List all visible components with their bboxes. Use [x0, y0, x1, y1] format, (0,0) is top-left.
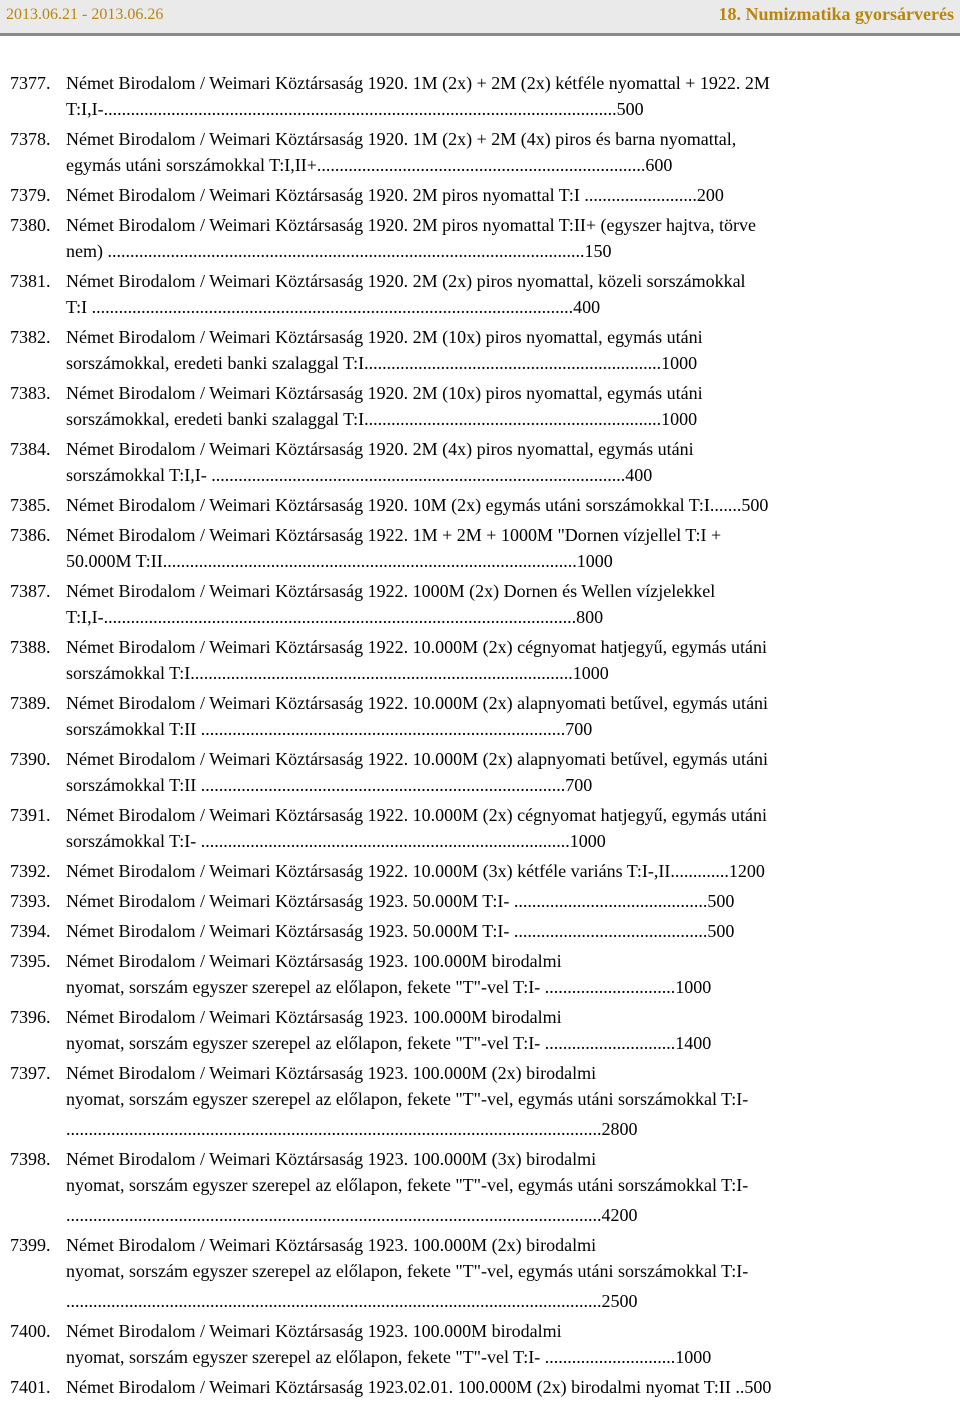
lot-description: Német Birodalom / Weimari Köztársaság 1920. 2M piros nyomattal T:I .........................200 [66, 185, 724, 205]
lot-continuation-line [0, 660, 960, 686]
lot-description: Német Birodalom / Weimari Köztársaság 1923.02.01. 100.000M (2x) birodalmi nyomat T:II ..500 [66, 1377, 772, 1397]
lot-description: sorszámokkal, eredeti banki szalaggal T:I..................................................................1000 [66, 353, 698, 373]
lot-number: 7401. [10, 1377, 51, 1397]
lot-number: 7391. [10, 805, 51, 825]
lot-continuation-line [0, 462, 960, 488]
lot-continuation-line [0, 1030, 960, 1056]
lot-entry-line [0, 888, 960, 914]
lot-entry-line [0, 634, 960, 660]
lot-description: sorszámokkal T:II .................................................................................700 [66, 775, 593, 795]
lot-description: .......................................................................................................................2800 [66, 1119, 638, 1139]
lot-continuation-line [0, 716, 960, 742]
lot-description: Német Birodalom / Weimari Köztársaság 1922. 10.000M (2x) alapnyomati betűvel, egymás utáni [66, 693, 769, 713]
lot-description: Német Birodalom / Weimari Köztársaság 1920. 2M (2x) piros nyomattal, közeli sorszámokkal [66, 271, 746, 291]
lot-number: 7390. [10, 749, 51, 769]
lot-description: Német Birodalom / Weimari Köztársaság 1920. 2M (10x) piros nyomattal, egymás utáni [66, 327, 703, 347]
lot-description: Német Birodalom / Weimari Köztársaság 1920. 10M (2x) egymás utáni sorszámokkal T:I.......500 [66, 495, 769, 515]
lot-continuation-line [0, 1258, 960, 1284]
lot-number: 7379. [10, 185, 51, 205]
lot-number: 7378. [10, 129, 51, 149]
lot-entry-line [0, 492, 960, 518]
lot-entry-line [0, 126, 960, 152]
lot-number: 7386. [10, 525, 51, 545]
lot-entry-line [0, 182, 960, 208]
lot-description: sorszámokkal T:I,I- ............................................................................................400 [66, 465, 653, 485]
lot-number: 7395. [10, 951, 51, 971]
lot-continuation-line [0, 238, 960, 264]
lot-description: T:I,I-..................................................................................................................500 [66, 99, 644, 119]
lot-entry-line [0, 802, 960, 828]
lot-entry-line [0, 1232, 960, 1258]
lot-entry-line [0, 1146, 960, 1172]
lot-continuation-line [0, 152, 960, 178]
auction-section-title: 18. Numizmatika gyorsárverés [718, 4, 954, 24]
lot-continuation-line [0, 96, 960, 122]
lot-description: Német Birodalom / Weimari Köztársaság 1923. 100.000M (2x) birodalmi [66, 1063, 597, 1083]
lot-description: .......................................................................................................................4200 [66, 1205, 638, 1225]
lot-number: 7389. [10, 693, 51, 713]
lot-number: 7380. [10, 215, 51, 235]
lot-description: nyomat, sorszám egyszer szerepel az előlapon, fekete "T"-vel, egymás utáni sorszámokkal T:I- [66, 1261, 749, 1281]
lot-number: 7394. [10, 921, 51, 941]
lot-description: Német Birodalom / Weimari Köztársaság 1922. 10.000M (2x) cégnyomat hatjegyű, egymás utáni [66, 805, 768, 825]
lot-continuation-line [0, 350, 960, 376]
auction-date-range: 2013.06.21 - 2013.06.26 [6, 6, 164, 23]
lot-entry-line [0, 380, 960, 406]
lot-continuation-line [0, 548, 960, 574]
lot-description: Német Birodalom / Weimari Köztársaság 1920. 1M (2x) + 2M (2x) kétféle nyomattal + 1922. 2M [66, 73, 770, 93]
lot-number: 7384. [10, 439, 51, 459]
lot-continuation-line [0, 406, 960, 432]
lot-description: Német Birodalom / Weimari Köztársaság 1923. 100.000M (3x) birodalmi [66, 1149, 597, 1169]
lot-entry-line [0, 1060, 960, 1086]
lot-continuation-line [0, 604, 960, 630]
lot-entry-line [0, 578, 960, 604]
lot-entry-line [0, 324, 960, 350]
lot-number: 7398. [10, 1149, 51, 1169]
lot-number: 7377. [10, 73, 51, 93]
page-header [0, 0, 960, 33]
lot-continuation-line [0, 1116, 960, 1142]
lot-number: 7397. [10, 1063, 51, 1083]
lot-description: Német Birodalom / Weimari Köztársaság 1922. 10.000M (2x) alapnyomati betűvel, egymás utáni [66, 749, 769, 769]
lot-continuation-line [0, 294, 960, 320]
lot-entry-line [0, 690, 960, 716]
lot-description: Német Birodalom / Weimari Köztársaság 1922. 10.000M (3x) kétféle variáns T:I-,II.............1200 [66, 861, 765, 881]
lot-number: 7392. [10, 861, 51, 881]
lot-description: sorszámokkal T:II .................................................................................700 [66, 719, 593, 739]
lot-continuation-line [0, 1172, 960, 1198]
lot-entry-line [0, 268, 960, 294]
lot-continuation-line [0, 1086, 960, 1112]
lot-number: 7396. [10, 1007, 51, 1027]
lot-continuation-line [0, 974, 960, 1000]
lot-number: 7400. [10, 1321, 51, 1341]
lot-description: Német Birodalom / Weimari Köztársaság 1923. 100.000M birodalmi [66, 1007, 562, 1027]
lot-description: egymás utáni sorszámokkal T:I,II+.........................................................................600 [66, 155, 673, 175]
lot-description: Német Birodalom / Weimari Köztársaság 1923. 50.000M T:I- ...........................................500 [66, 921, 735, 941]
lot-entry-line [0, 1004, 960, 1030]
lot-continuation-line [0, 828, 960, 854]
lot-continuation-line [0, 772, 960, 798]
lot-entry-line [0, 1318, 960, 1344]
lot-entry-line [0, 1374, 960, 1400]
lot-description: nyomat, sorszám egyszer szerepel az előlapon, fekete "T"-vel T:I- .............................1400 [66, 1033, 712, 1053]
lot-description: Német Birodalom / Weimari Köztársaság 1923. 50.000M T:I- ...........................................500 [66, 891, 735, 911]
lot-description: Német Birodalom / Weimari Köztársaság 1920. 2M piros nyomattal T:II+ (egyszer hajtva, törve [66, 215, 756, 235]
lot-description: sorszámokkal, eredeti banki szalaggal T:I..................................................................1000 [66, 409, 698, 429]
lot-description: Német Birodalom / Weimari Köztársaság 1922. 1000M (2x) Dornen és Wellen vízjelekkel [66, 581, 716, 601]
lot-entry-line [0, 858, 960, 884]
lot-description: T:I,I-.........................................................................................................800 [66, 607, 604, 627]
lot-continuation-line [0, 1344, 960, 1370]
lot-description: T:I ...........................................................................................................400 [66, 297, 601, 317]
lot-description: sorszámokkal T:I- ..................................................................................1000 [66, 831, 606, 851]
lot-description: Német Birodalom / Weimari Köztársaság 1920. 1M (2x) + 2M (4x) piros és barna nyomattal, [66, 129, 737, 149]
lot-entry-line [0, 70, 960, 96]
lot-description: Német Birodalom / Weimari Köztársaság 1922. 10.000M (2x) cégnyomat hatjegyű, egymás utáni [66, 637, 768, 657]
lot-description: Német Birodalom / Weimari Köztársaság 1920. 2M (4x) piros nyomattal, egymás utáni [66, 439, 694, 459]
lot-description: Német Birodalom / Weimari Köztársaság 1923. 100.000M birodalmi [66, 1321, 562, 1341]
lot-number: 7383. [10, 383, 51, 403]
lot-entry-line [0, 212, 960, 238]
lot-description: Német Birodalom / Weimari Köztársaság 1920. 2M (10x) piros nyomattal, egymás utáni [66, 383, 703, 403]
lot-entry-line [0, 746, 960, 772]
lot-number: 7385. [10, 495, 51, 515]
lot-number: 7381. [10, 271, 51, 291]
lot-number: 7393. [10, 891, 51, 911]
lot-description: Német Birodalom / Weimari Köztársaság 1922. 1M + 2M + 1000M "Dornen vízjellel T:I + [66, 525, 722, 545]
lot-number: 7387. [10, 581, 51, 601]
lot-continuation-line [0, 1288, 960, 1314]
lot-description: Német Birodalom / Weimari Köztársaság 1923. 100.000M birodalmi [66, 951, 562, 971]
header-divider [0, 33, 960, 36]
lot-entry-line [0, 918, 960, 944]
lot-entry-line [0, 436, 960, 462]
lot-number: 7382. [10, 327, 51, 347]
lot-entry-line [0, 522, 960, 548]
lot-description: nyomat, sorszám egyszer szerepel az előlapon, fekete "T"-vel, egymás utáni sorszámokkal T:I- [66, 1175, 749, 1195]
lot-entry-line [0, 948, 960, 974]
lot-description: sorszámokkal T:I.....................................................................................1000 [66, 663, 609, 683]
lot-description: Német Birodalom / Weimari Köztársaság 1923. 100.000M (2x) birodalmi [66, 1235, 597, 1255]
lot-continuation-line [0, 1202, 960, 1228]
lot-description: .......................................................................................................................2500 [66, 1291, 638, 1311]
lot-number: 7399. [10, 1235, 51, 1255]
lot-number: 7388. [10, 637, 51, 657]
lot-description: nyomat, sorszám egyszer szerepel az előlapon, fekete "T"-vel T:I- .............................1000 [66, 977, 712, 997]
lot-description: nyomat, sorszám egyszer szerepel az előlapon, fekete "T"-vel T:I- .............................1000 [66, 1347, 712, 1367]
lot-description: nem) ..........................................................................................................150 [66, 241, 612, 261]
lot-description: 50.000M T:II............................................................................................1000 [66, 551, 613, 571]
lot-description: nyomat, sorszám egyszer szerepel az előlapon, fekete "T"-vel, egymás utáni sorszámokkal T:I- [66, 1089, 749, 1109]
